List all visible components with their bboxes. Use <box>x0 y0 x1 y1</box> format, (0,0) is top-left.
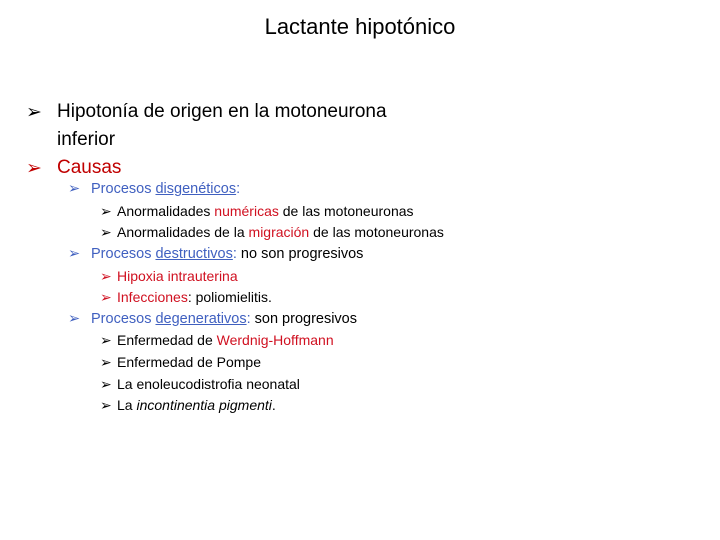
list-item-werdnig: Enfermedad de Werdnig-Hoffmann <box>117 332 334 348</box>
arrow-bullet-icon: ➢ <box>100 397 112 413</box>
arrow-bullet-icon: ➢ <box>26 102 42 123</box>
list-item-disgeneticos: Procesos disgenéticos: <box>91 181 241 197</box>
list-item-enoleucodistrofia: La enoleucodistrofia neonatal <box>117 376 300 392</box>
list-item-infecciones: Infecciones: poliomielitis. <box>117 289 272 305</box>
arrow-bullet-icon: ➢ <box>68 246 81 262</box>
arrow-bullet-icon: ➢ <box>100 203 112 219</box>
list-item-hipotonia-cont: inferior <box>57 129 116 150</box>
arrow-bullet-icon: ➢ <box>68 311 81 327</box>
list-item-degenerativos: Procesos degenerativos: son progresivos <box>91 311 357 327</box>
list-item-incontinentia: La incontinentia pigmenti. <box>117 397 276 413</box>
arrow-bullet-icon: ➢ <box>100 332 112 348</box>
arrow-bullet-icon: ➢ <box>100 289 112 305</box>
arrow-bullet-icon: ➢ <box>100 376 112 392</box>
arrow-bullet-icon: ➢ <box>100 224 112 240</box>
list-item-hipoxia: Hipoxia intrauterina <box>117 268 238 284</box>
list-item-anormalidades-numericas: Anormalidades numéricas de las motoneuronas <box>117 203 414 219</box>
list-item-causas: Causas <box>57 157 122 178</box>
list-item-destructivos: Procesos destructivos: no son progresivos <box>91 246 364 262</box>
arrow-bullet-icon: ➢ <box>100 268 112 284</box>
list-item-anormalidades-migracion: Anormalidades de la migración de las motoneuronas <box>117 224 444 240</box>
arrow-bullet-icon: ➢ <box>68 181 81 197</box>
list-item-pompe: Enfermedad de Pompe <box>117 354 261 370</box>
arrow-bullet-icon: ➢ <box>100 354 112 370</box>
slide-title: Lactante hipotónico <box>264 14 456 39</box>
list-item-hipotonia: Hipotonía de origen en la motoneurona <box>57 101 387 122</box>
arrow-bullet-icon: ➢ <box>26 158 42 179</box>
